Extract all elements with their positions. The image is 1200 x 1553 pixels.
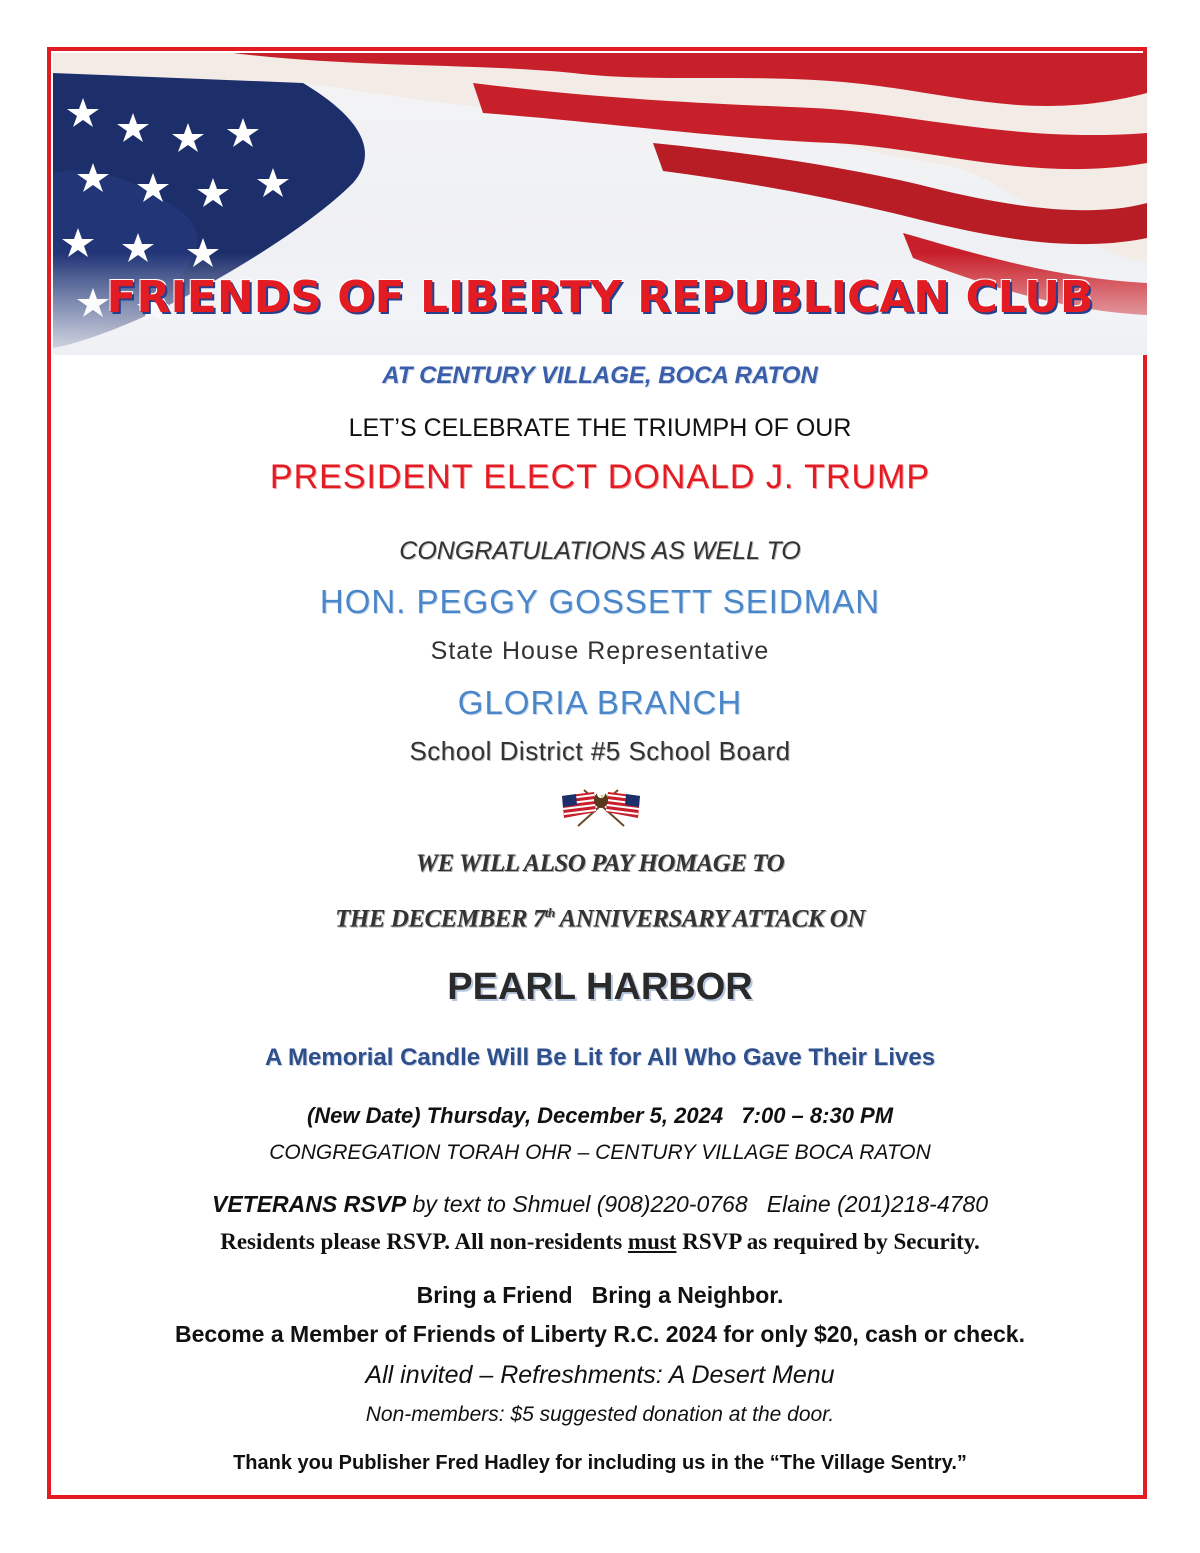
club-location: AT CENTURY VILLAGE, BOCA RATON xyxy=(382,362,818,389)
veterans-rsvp xyxy=(53,1191,1147,1218)
president-headline: PRESIDENT ELECT DONALD J. TRUMP xyxy=(269,458,931,496)
memorial-candle-text: A Memorial Candle Will Be Lit for All Who Gave Their Lives xyxy=(264,1044,936,1071)
residents-rsvp-end: RSVP as required by Security. xyxy=(676,1229,980,1254)
homage-line-2-start: THE DECEMBER 7 xyxy=(335,905,545,933)
homage-line-2 xyxy=(53,905,1147,933)
publisher-thanks: Thank you Publisher Fred Hadley for including us in the “The Village Sentry.” xyxy=(233,1452,967,1474)
pearl-harbor-headline: PEARL HARBOR xyxy=(447,966,753,1008)
congratulations-intro: CONGRATULATIONS AS WELL TO xyxy=(399,537,801,565)
residents-rsvp-emphasis: must xyxy=(627,1229,677,1254)
donation-note: Non-members: $5 suggested donation at the door. xyxy=(365,1403,835,1426)
event-date-time: (New Date) Thursday, December 5, 2024 7:00 – 8:30 PM xyxy=(306,1103,894,1128)
residents-rsvp xyxy=(53,1229,1147,1255)
homage-line-2-suffix: th xyxy=(544,905,555,920)
homage-line-1: WE WILL ALSO PAY HOMAGE TO xyxy=(415,850,785,877)
crossed-flags-eagle-icon xyxy=(558,786,644,830)
membership-offer: Become a Member of Friends of Liberty R.C. 2024 for only $20, cash or check. xyxy=(174,1321,1025,1347)
bring-a-friend: Bring a Friend Bring a Neighbor. xyxy=(416,1282,784,1308)
honoree-role-2: School District #5 School Board xyxy=(409,736,791,766)
celebrate-intro: LET’S CELEBRATE THE TRIUMPH OF OUR xyxy=(348,414,852,442)
club-title: FRIENDS OF LIBERTY REPUBLICAN CLUB xyxy=(106,272,1094,323)
refreshments-note: All invited – Refreshments: A Desert Menu xyxy=(365,1361,835,1389)
event-venue: CONGREGATION TORAH OHR – CENTURY VILLAGE BOCA RATON xyxy=(269,1141,931,1164)
homage-line-2-end: ANNIVERSARY ATTACK ON xyxy=(554,905,865,933)
honoree-name-2: GLORIA BRANCH xyxy=(457,684,743,721)
honoree-role-1: State House Representative xyxy=(430,637,770,665)
honoree-name-1: HON. PEGGY GOSSETT SEIDMAN xyxy=(319,583,881,620)
residents-rsvp-start: Residents please RSVP. All non-residents xyxy=(220,1229,628,1254)
veterans-rsvp-contacts: by text to Shmuel (908)220-0768 Elaine (201)218-4780 xyxy=(406,1191,989,1217)
veterans-rsvp-label: VETERANS RSVP xyxy=(211,1191,407,1217)
